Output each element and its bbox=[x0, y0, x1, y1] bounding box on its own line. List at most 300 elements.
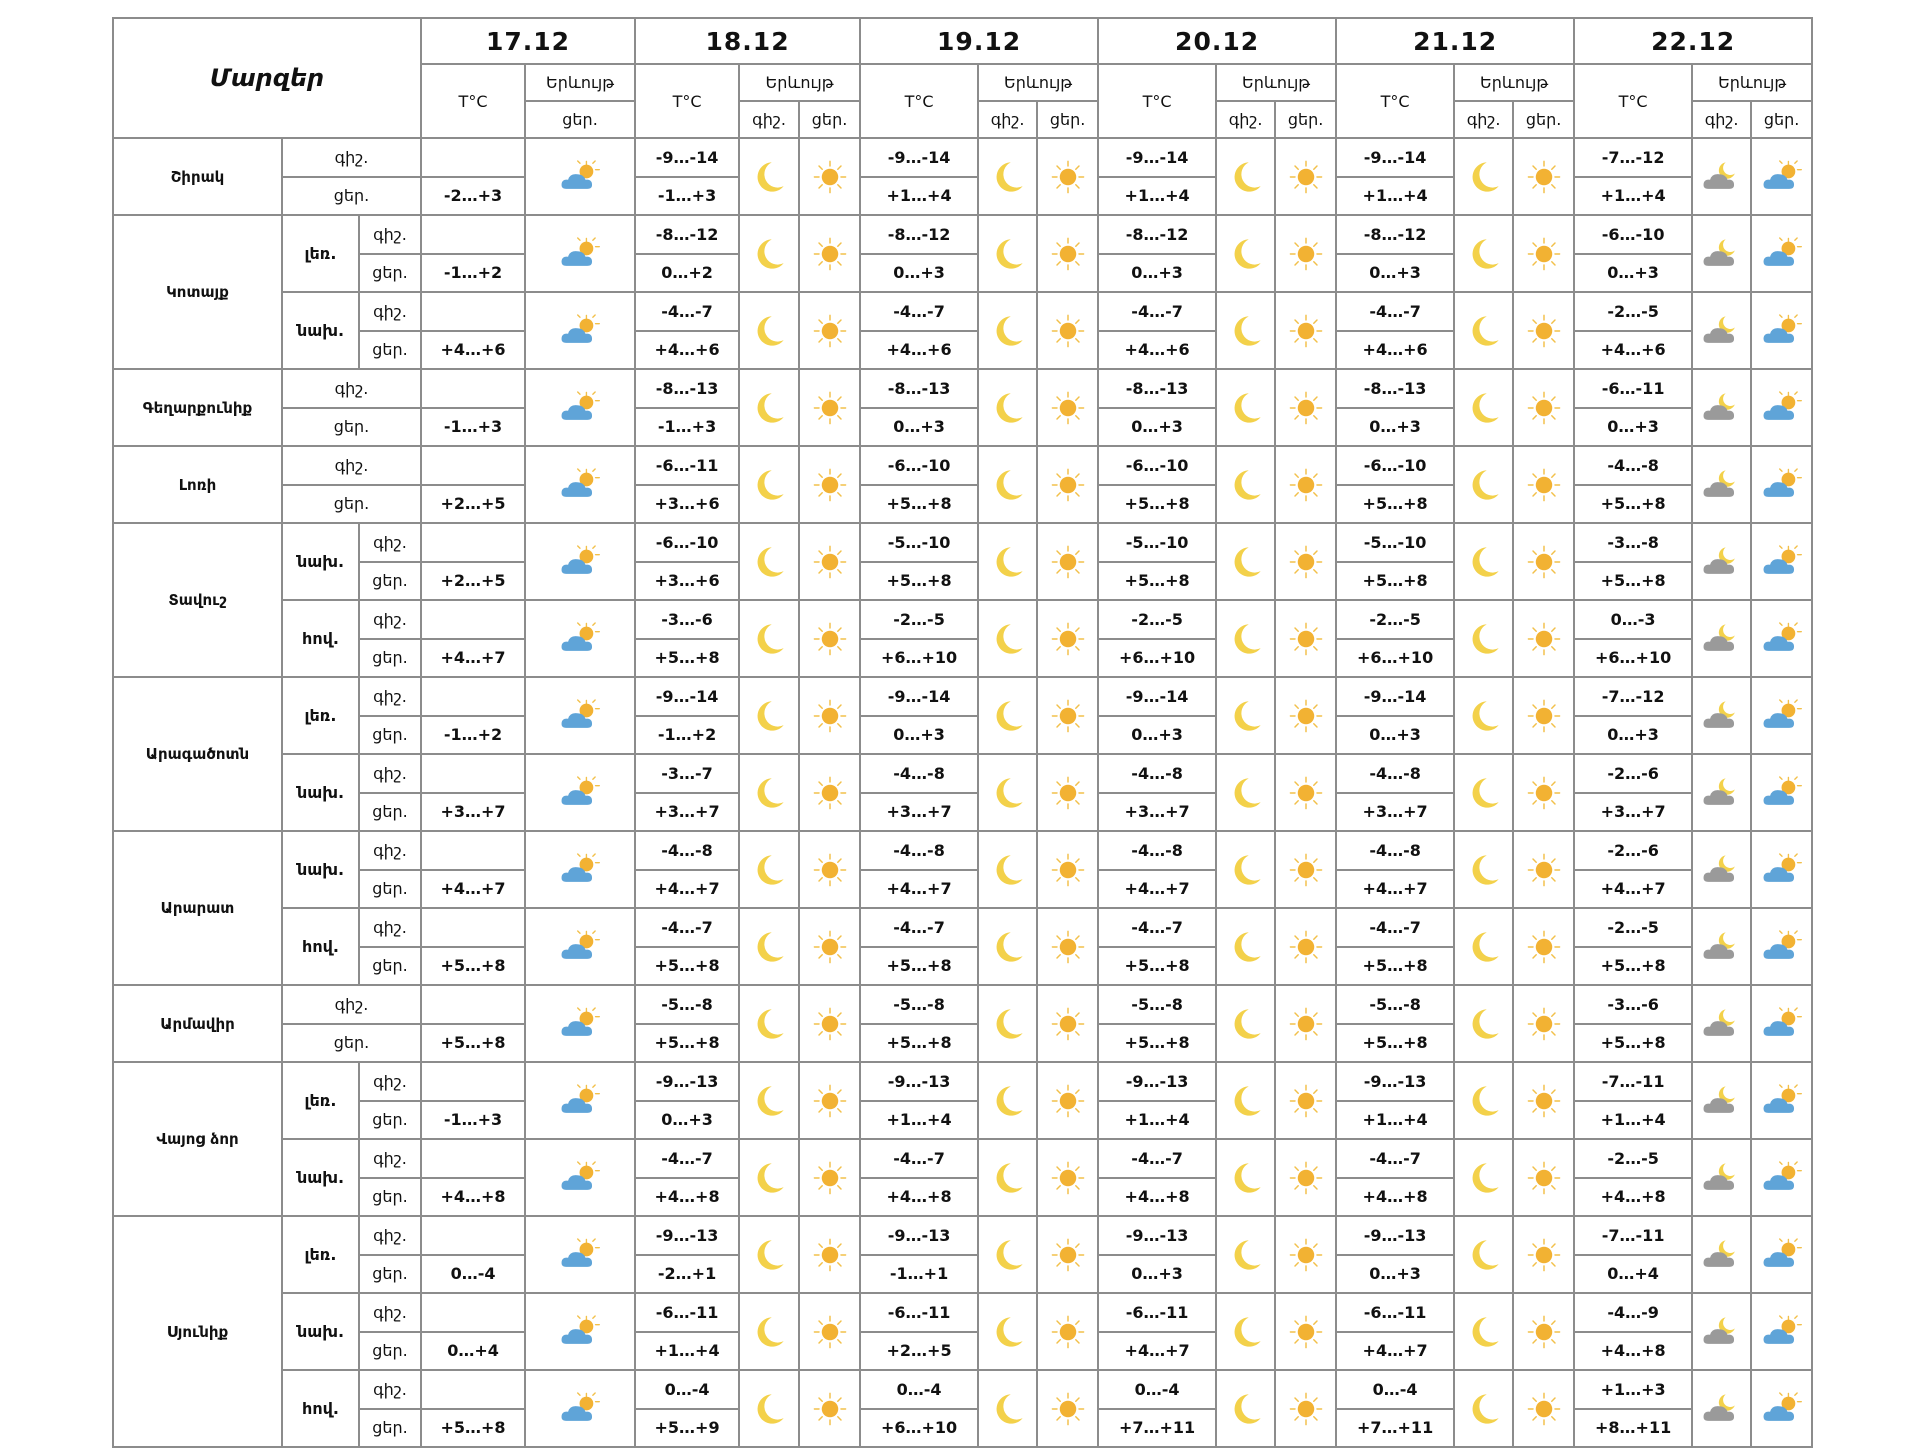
temp-night: -4…-7 bbox=[1098, 1139, 1216, 1178]
temp-day: +5…+8 bbox=[860, 1024, 978, 1063]
temp-day: +3…+7 bbox=[1098, 793, 1216, 832]
moon-icon bbox=[978, 985, 1037, 1062]
moon-icon bbox=[1454, 446, 1513, 523]
temp-night bbox=[421, 446, 525, 485]
temp-night: -6…-10 bbox=[635, 523, 739, 562]
weather-col-header: Երևույթ bbox=[1692, 64, 1812, 101]
zone-label: լեռ. bbox=[282, 215, 359, 292]
sun-icon bbox=[1275, 138, 1336, 215]
temp-day: -1…+2 bbox=[421, 716, 525, 755]
sun-icon bbox=[1275, 215, 1336, 292]
temp-day: +5…+8 bbox=[635, 947, 739, 986]
partly-cloudy-icon bbox=[525, 908, 635, 985]
day-label: ցեր. bbox=[359, 562, 421, 601]
sun-icon bbox=[1037, 985, 1098, 1062]
temp-night: -9…-13 bbox=[1098, 1216, 1216, 1255]
temp-night bbox=[421, 523, 525, 562]
temp-night: -2…-6 bbox=[1574, 754, 1692, 793]
day-col-header: ցեր. bbox=[1751, 101, 1812, 138]
temp-night: -8…-12 bbox=[1336, 215, 1454, 254]
temp-night: -5…-10 bbox=[1098, 523, 1216, 562]
temp-day: +5…+8 bbox=[1098, 562, 1216, 601]
temp-day: +1…+4 bbox=[1098, 1101, 1216, 1140]
sun-icon bbox=[799, 446, 860, 523]
temp-night: -9…-13 bbox=[635, 1062, 739, 1101]
moon-icon bbox=[1216, 677, 1275, 754]
temp-night: -4…-7 bbox=[1098, 292, 1216, 331]
temp-night: -3…-6 bbox=[635, 600, 739, 639]
temp-day: +1…+4 bbox=[1336, 177, 1454, 216]
night-label: գիշ. bbox=[359, 1370, 421, 1409]
temp-day: +4…+7 bbox=[421, 870, 525, 909]
temp-day: +4…+7 bbox=[1574, 870, 1692, 909]
temp-night: -7…-11 bbox=[1574, 1062, 1692, 1101]
cloudy-night-icon bbox=[1692, 908, 1751, 985]
moon-icon bbox=[1216, 1216, 1275, 1293]
night-col-header: գիշ. bbox=[978, 101, 1037, 138]
temp-day: +5…+8 bbox=[1574, 1024, 1692, 1063]
temp-night: -5…-8 bbox=[635, 985, 739, 1024]
temp-day: -1…+3 bbox=[421, 1101, 525, 1140]
region-name: Կոտայք bbox=[113, 215, 282, 369]
moon-icon bbox=[739, 1139, 799, 1216]
moon-icon bbox=[1216, 523, 1275, 600]
cloudy-night-icon bbox=[1692, 600, 1751, 677]
temp-night: -9…-13 bbox=[860, 1062, 978, 1101]
day-col-header: ցեր. bbox=[1275, 101, 1336, 138]
temp-night: -8…-13 bbox=[635, 369, 739, 408]
temp-day: +4…+8 bbox=[421, 1178, 525, 1217]
table-row bbox=[113, 292, 1812, 331]
day-col-header: ցեր. bbox=[525, 101, 635, 138]
temp-night: -8…-12 bbox=[1098, 215, 1216, 254]
sun-icon bbox=[1513, 292, 1574, 369]
temp-day: 0…+3 bbox=[860, 716, 978, 755]
table-row bbox=[113, 754, 1812, 793]
temp-day: +5…+8 bbox=[635, 639, 739, 678]
temp-night: -4…-8 bbox=[635, 831, 739, 870]
moon-icon bbox=[1216, 292, 1275, 369]
moon-icon bbox=[978, 1216, 1037, 1293]
temp-day: +3…+7 bbox=[860, 793, 978, 832]
day-col-header: ցեր. bbox=[1513, 101, 1574, 138]
weather-col-header: Երևույթ bbox=[525, 64, 635, 101]
table-row bbox=[113, 985, 1812, 1024]
region-name: Տավուշ bbox=[113, 523, 282, 677]
sun-icon bbox=[1513, 1370, 1574, 1447]
temp-night: -2…-6 bbox=[1574, 831, 1692, 870]
temp-day: -2…+1 bbox=[635, 1255, 739, 1294]
temp-day: +2…+5 bbox=[421, 562, 525, 601]
moon-icon bbox=[1454, 831, 1513, 908]
partly-cloudy-icon bbox=[525, 1139, 635, 1216]
region-name: Արմավիր bbox=[113, 985, 282, 1062]
temp-night: -9…-13 bbox=[860, 1216, 978, 1255]
temp-day: +4…+6 bbox=[860, 331, 978, 370]
table-row bbox=[113, 446, 1812, 485]
temp-day: 0…+4 bbox=[421, 1332, 525, 1371]
night-col-header: գիշ. bbox=[1216, 101, 1275, 138]
sun-icon bbox=[1275, 908, 1336, 985]
temp-day: +2…+5 bbox=[860, 1332, 978, 1371]
temp-day: 0…+3 bbox=[1336, 254, 1454, 293]
temp-day: 0…+3 bbox=[635, 1101, 739, 1140]
temp-col-header: T°C bbox=[635, 64, 739, 138]
sun-icon bbox=[1513, 1293, 1574, 1370]
temp-night bbox=[421, 292, 525, 331]
temp-night: -4…-7 bbox=[635, 292, 739, 331]
moon-icon bbox=[1454, 600, 1513, 677]
partly-cloudy-icon bbox=[525, 446, 635, 523]
region-name: Արագածոտն bbox=[113, 677, 282, 831]
temp-day: -1…+3 bbox=[635, 177, 739, 216]
moon-icon bbox=[1454, 369, 1513, 446]
moon-icon bbox=[978, 1139, 1037, 1216]
day-label: ցեր. bbox=[282, 177, 421, 216]
temp-night bbox=[421, 754, 525, 793]
table-row bbox=[113, 138, 1812, 177]
temp-day: 0…+3 bbox=[1336, 1255, 1454, 1294]
temp-night: -9…-14 bbox=[860, 677, 978, 716]
temp-col-header: T°C bbox=[1336, 64, 1454, 138]
temp-day: -1…+3 bbox=[421, 408, 525, 447]
sun-icon bbox=[1037, 1293, 1098, 1370]
moon-icon bbox=[739, 1293, 799, 1370]
temp-day: +5…+8 bbox=[1336, 562, 1454, 601]
sun-icon bbox=[1275, 985, 1336, 1062]
cloudy-night-icon bbox=[1692, 523, 1751, 600]
moon-icon bbox=[1454, 215, 1513, 292]
temp-day: +1…+4 bbox=[1574, 177, 1692, 216]
temp-day: +5…+8 bbox=[1098, 947, 1216, 986]
moon-icon bbox=[1454, 138, 1513, 215]
sun-icon bbox=[1037, 369, 1098, 446]
sun-icon bbox=[1513, 1216, 1574, 1293]
table-row bbox=[113, 523, 1812, 562]
moon-icon bbox=[978, 908, 1037, 985]
date-header: 19.12 bbox=[860, 18, 1098, 64]
temp-day: +6…+10 bbox=[1098, 639, 1216, 678]
temp-day: +3…+7 bbox=[1574, 793, 1692, 832]
temp-night: -6…-10 bbox=[1098, 446, 1216, 485]
sun-icon bbox=[1275, 600, 1336, 677]
sun-icon bbox=[1275, 831, 1336, 908]
sun-icon bbox=[1275, 523, 1336, 600]
temp-day: +6…+10 bbox=[860, 639, 978, 678]
temp-night: -5…-8 bbox=[860, 985, 978, 1024]
night-label: գիշ. bbox=[359, 1139, 421, 1178]
temp-day: +3…+7 bbox=[421, 793, 525, 832]
partly-cloudy-icon bbox=[1751, 1062, 1812, 1139]
day-label: ցեր. bbox=[359, 1255, 421, 1294]
temp-night: -5…-10 bbox=[860, 523, 978, 562]
sun-icon bbox=[799, 754, 860, 831]
table-row bbox=[113, 1293, 1812, 1332]
moon-icon bbox=[1454, 1293, 1513, 1370]
temp-day: +5…+8 bbox=[860, 947, 978, 986]
cloudy-night-icon bbox=[1692, 1370, 1751, 1447]
temp-col-header: T°C bbox=[1098, 64, 1216, 138]
zone-label: լեռ. bbox=[282, 1062, 359, 1139]
moon-icon bbox=[1216, 215, 1275, 292]
temp-day: +4…+7 bbox=[1336, 1332, 1454, 1371]
date-header: 17.12 bbox=[421, 18, 635, 64]
night-label: գիշ. bbox=[359, 523, 421, 562]
day-label: ցեր. bbox=[359, 1409, 421, 1448]
partly-cloudy-icon bbox=[525, 369, 635, 446]
temp-day: 0…+3 bbox=[1098, 254, 1216, 293]
date-header: 18.12 bbox=[635, 18, 860, 64]
temp-night: -6…-10 bbox=[1574, 215, 1692, 254]
partly-cloudy-icon bbox=[1751, 292, 1812, 369]
cloudy-night-icon bbox=[1692, 1216, 1751, 1293]
night-label: գիշ. bbox=[359, 1216, 421, 1255]
moon-icon bbox=[978, 1062, 1037, 1139]
temp-day: -2…+3 bbox=[421, 177, 525, 216]
temp-night: -4…-7 bbox=[635, 1139, 739, 1178]
table-row bbox=[113, 600, 1812, 639]
temp-day: +4…+8 bbox=[860, 1178, 978, 1217]
night-label: գիշ. bbox=[359, 908, 421, 947]
weather-col-header: Երևույթ bbox=[739, 64, 860, 101]
temp-day: +1…+4 bbox=[1336, 1101, 1454, 1140]
moon-icon bbox=[739, 215, 799, 292]
table-row bbox=[113, 369, 1812, 408]
temp-day: +6…+10 bbox=[1574, 639, 1692, 678]
temp-day: +4…+7 bbox=[1098, 870, 1216, 909]
sun-icon bbox=[1037, 754, 1098, 831]
temp-day: -1…+2 bbox=[421, 254, 525, 293]
weather-col-header: Երևույթ bbox=[978, 64, 1098, 101]
sun-icon bbox=[1037, 1216, 1098, 1293]
temp-night: -9…-14 bbox=[635, 677, 739, 716]
moon-icon bbox=[1216, 985, 1275, 1062]
temp-night: -2…-5 bbox=[1336, 600, 1454, 639]
temp-night: -9…-14 bbox=[860, 138, 978, 177]
zone-label: հով. bbox=[282, 1370, 359, 1447]
partly-cloudy-icon bbox=[1751, 754, 1812, 831]
sun-icon bbox=[1037, 292, 1098, 369]
cloudy-night-icon bbox=[1692, 1293, 1751, 1370]
night-col-header: գիշ. bbox=[1692, 101, 1751, 138]
sun-icon bbox=[1037, 1370, 1098, 1447]
temp-day: +5…+8 bbox=[421, 1409, 525, 1448]
zone-label: նախ. bbox=[282, 754, 359, 831]
moon-icon bbox=[739, 446, 799, 523]
temp-night: -2…-5 bbox=[1574, 908, 1692, 947]
temp-night: -3…-6 bbox=[1574, 985, 1692, 1024]
partly-cloudy-icon bbox=[525, 754, 635, 831]
partly-cloudy-icon bbox=[525, 138, 635, 215]
night-label: գիշ. bbox=[359, 600, 421, 639]
forecast-table bbox=[112, 17, 1813, 1448]
temp-day: 0…+3 bbox=[860, 408, 978, 447]
temp-night: -6…-11 bbox=[1336, 1293, 1454, 1332]
moon-icon bbox=[1454, 754, 1513, 831]
partly-cloudy-icon bbox=[1751, 138, 1812, 215]
moon-icon bbox=[739, 600, 799, 677]
date-header: 21.12 bbox=[1336, 18, 1574, 64]
temp-night: -5…-8 bbox=[1336, 985, 1454, 1024]
sun-icon bbox=[1275, 1139, 1336, 1216]
temp-night bbox=[421, 677, 525, 716]
moon-icon bbox=[1216, 600, 1275, 677]
temp-night: -2…-5 bbox=[860, 600, 978, 639]
temp-day: +4…+8 bbox=[1098, 1178, 1216, 1217]
temp-night: -4…-8 bbox=[1574, 446, 1692, 485]
temp-day: +1…+4 bbox=[860, 1101, 978, 1140]
cloudy-night-icon bbox=[1692, 754, 1751, 831]
temp-night: -4…-7 bbox=[1336, 292, 1454, 331]
temp-night: -3…-8 bbox=[1574, 523, 1692, 562]
temp-night: -9…-13 bbox=[1098, 1062, 1216, 1101]
sun-icon bbox=[1275, 1216, 1336, 1293]
sun-icon bbox=[1037, 1139, 1098, 1216]
night-label: գիշ. bbox=[282, 985, 421, 1024]
temp-night: -4…-8 bbox=[860, 831, 978, 870]
partly-cloudy-icon bbox=[525, 677, 635, 754]
temp-night: -5…-8 bbox=[1098, 985, 1216, 1024]
temp-night: -4…-8 bbox=[860, 754, 978, 793]
temp-night: -9…-14 bbox=[1098, 677, 1216, 716]
moon-icon bbox=[1216, 754, 1275, 831]
table-row bbox=[113, 1370, 1812, 1409]
sun-icon bbox=[1275, 1062, 1336, 1139]
cloudy-night-icon bbox=[1692, 831, 1751, 908]
table-row bbox=[113, 1062, 1812, 1101]
sun-icon bbox=[1513, 138, 1574, 215]
temp-day: +6…+10 bbox=[1336, 639, 1454, 678]
moon-icon bbox=[978, 292, 1037, 369]
moon-icon bbox=[739, 677, 799, 754]
moon-icon bbox=[739, 1370, 799, 1447]
temp-night bbox=[421, 600, 525, 639]
temp-day: +4…+8 bbox=[1574, 1178, 1692, 1217]
sun-icon bbox=[799, 523, 860, 600]
temp-day: 0…+3 bbox=[1098, 716, 1216, 755]
region-name: Սյունիք bbox=[113, 1216, 282, 1447]
temp-night: -9…-13 bbox=[1336, 1216, 1454, 1255]
temp-night: -8…-12 bbox=[860, 215, 978, 254]
temp-day: +3…+6 bbox=[635, 562, 739, 601]
temp-day: +2…+5 bbox=[421, 485, 525, 524]
temp-day: +4…+6 bbox=[1336, 331, 1454, 370]
temp-day: +5…+9 bbox=[635, 1409, 739, 1448]
cloudy-night-icon bbox=[1692, 292, 1751, 369]
temp-night bbox=[421, 369, 525, 408]
sun-icon bbox=[1513, 1139, 1574, 1216]
moon-icon bbox=[1454, 908, 1513, 985]
sun-icon bbox=[1513, 985, 1574, 1062]
temp-night: -4…-7 bbox=[860, 1139, 978, 1178]
temp-day: +4…+8 bbox=[1336, 1178, 1454, 1217]
moon-icon bbox=[1216, 138, 1275, 215]
temp-night: -6…-11 bbox=[635, 1293, 739, 1332]
day-label: ցեր. bbox=[359, 1101, 421, 1140]
temp-day: +5…+8 bbox=[1336, 1024, 1454, 1063]
sun-icon bbox=[1275, 1293, 1336, 1370]
temp-day: +4…+7 bbox=[860, 870, 978, 909]
temp-night: -4…-7 bbox=[860, 908, 978, 947]
day-label: ցեր. bbox=[359, 254, 421, 293]
region-name: Շիրակ bbox=[113, 138, 282, 215]
day-label: ցեր. bbox=[359, 947, 421, 986]
temp-night bbox=[421, 908, 525, 947]
moon-icon bbox=[1216, 1370, 1275, 1447]
temp-day: +5…+8 bbox=[1574, 562, 1692, 601]
sun-icon bbox=[1513, 600, 1574, 677]
zone-label: լեռ. bbox=[282, 677, 359, 754]
cloudy-night-icon bbox=[1692, 1139, 1751, 1216]
date-header: 22.12 bbox=[1574, 18, 1812, 64]
temp-day: +5…+8 bbox=[1336, 947, 1454, 986]
temp-night: -4…-7 bbox=[635, 908, 739, 947]
partly-cloudy-icon bbox=[525, 523, 635, 600]
temp-night bbox=[421, 985, 525, 1024]
temp-day: 0…+3 bbox=[1098, 1255, 1216, 1294]
zone-label: հով. bbox=[282, 908, 359, 985]
temp-night: -8…-12 bbox=[635, 215, 739, 254]
temp-day: 0…+3 bbox=[1336, 716, 1454, 755]
temp-night: -9…-14 bbox=[1336, 677, 1454, 716]
temp-night: -4…-7 bbox=[1098, 908, 1216, 947]
sun-icon bbox=[799, 1216, 860, 1293]
day-label: ցեր. bbox=[359, 1332, 421, 1371]
temp-night: +1…+3 bbox=[1574, 1370, 1692, 1409]
moon-icon bbox=[739, 1062, 799, 1139]
partly-cloudy-icon bbox=[1751, 1216, 1812, 1293]
temp-day: +4…+6 bbox=[1098, 331, 1216, 370]
cloudy-night-icon bbox=[1692, 446, 1751, 523]
temp-night bbox=[421, 1370, 525, 1409]
temp-day: +6…+10 bbox=[860, 1409, 978, 1448]
day-label: ցեր. bbox=[359, 793, 421, 832]
partly-cloudy-icon bbox=[1751, 1139, 1812, 1216]
temp-night: -4…-7 bbox=[860, 292, 978, 331]
moon-icon bbox=[978, 446, 1037, 523]
moon-icon bbox=[978, 754, 1037, 831]
temp-day: +1…+4 bbox=[1098, 177, 1216, 216]
day-col-header: ցեր. bbox=[1037, 101, 1098, 138]
table-row bbox=[113, 831, 1812, 870]
temp-night: -4…-7 bbox=[1336, 908, 1454, 947]
temp-day: 0…+2 bbox=[635, 254, 739, 293]
day-label: ցեր. bbox=[359, 331, 421, 370]
day-label: ցեր. bbox=[282, 408, 421, 447]
temp-night: -9…-13 bbox=[635, 1216, 739, 1255]
night-label: գիշ. bbox=[359, 831, 421, 870]
temp-day: 0…+4 bbox=[1574, 1255, 1692, 1294]
sun-icon bbox=[1513, 754, 1574, 831]
sun-icon bbox=[1275, 754, 1336, 831]
temp-day: -1…+3 bbox=[635, 408, 739, 447]
sun-icon bbox=[1037, 1062, 1098, 1139]
moon-icon bbox=[1216, 1293, 1275, 1370]
temp-night bbox=[421, 1216, 525, 1255]
temp-day: +5…+8 bbox=[635, 1024, 739, 1063]
temp-day: +1…+4 bbox=[635, 1332, 739, 1371]
temp-night bbox=[421, 138, 525, 177]
sun-icon bbox=[1037, 677, 1098, 754]
temp-day: +8…+11 bbox=[1574, 1409, 1692, 1448]
day-label: ցեր. bbox=[359, 1178, 421, 1217]
temp-day: +4…+8 bbox=[635, 1178, 739, 1217]
temp-night: -6…-11 bbox=[1574, 369, 1692, 408]
partly-cloudy-icon bbox=[525, 1216, 635, 1293]
sun-icon bbox=[1513, 677, 1574, 754]
temp-day: +3…+7 bbox=[1336, 793, 1454, 832]
zone-label: լեռ. bbox=[282, 1216, 359, 1293]
